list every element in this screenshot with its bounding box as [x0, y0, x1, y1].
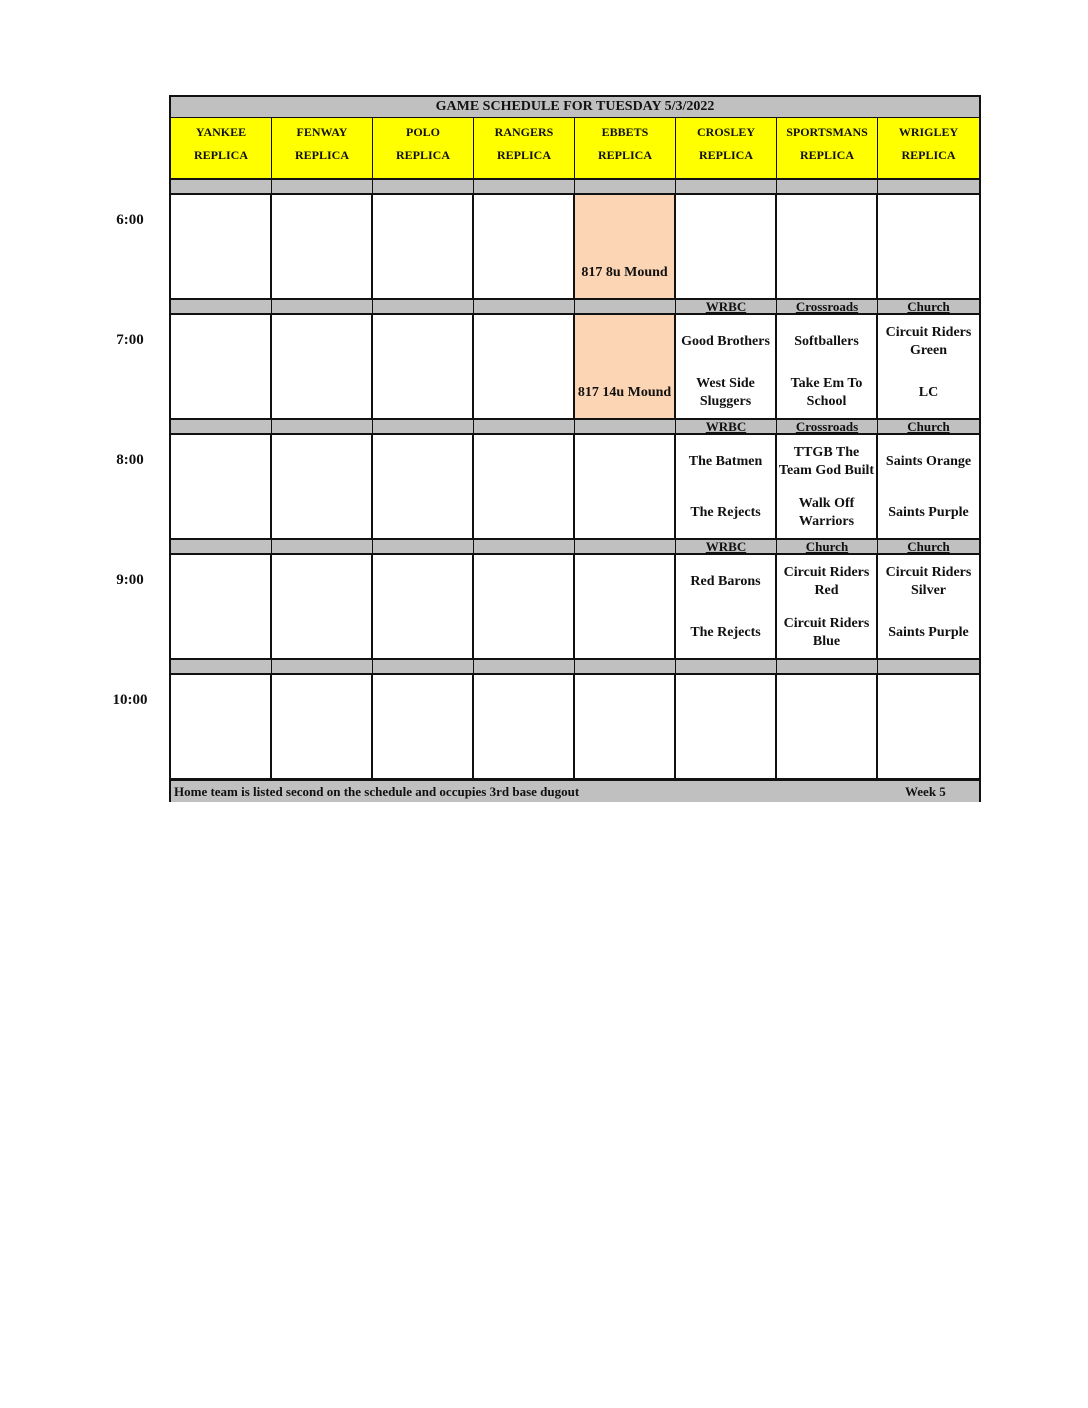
- team-bottom: The Rejects: [690, 625, 761, 640]
- league-separator: [676, 180, 777, 195]
- field-header-wrigley: [878, 118, 979, 180]
- time-label: 6:00: [116, 212, 144, 228]
- league-separator: [777, 180, 878, 195]
- league-label: Church: [805, 539, 849, 554]
- time-label: 8:00: [116, 452, 144, 468]
- team-bottom: Take Em To School: [790, 376, 863, 409]
- game-cell: [171, 675, 272, 780]
- league-separator: [171, 180, 272, 195]
- field-type: REPLICA: [193, 148, 248, 162]
- league-label: Crossroads: [795, 419, 859, 434]
- field-type: REPLICA: [395, 148, 450, 162]
- league-separator: [272, 540, 373, 555]
- game-cell: [777, 675, 878, 780]
- game-cell: [575, 315, 676, 420]
- league-separator: [777, 420, 878, 435]
- team-top: Softballers: [794, 334, 859, 349]
- field-name: YANKEE: [195, 125, 247, 139]
- field-type: REPLICA: [901, 148, 956, 162]
- league-separator: [575, 660, 676, 675]
- game-cell: [575, 675, 676, 780]
- game-cell: [474, 435, 575, 540]
- league-separator: [676, 540, 777, 555]
- team-bottom: West Side Sluggers: [696, 376, 755, 409]
- league-separator: [171, 540, 272, 555]
- game-cell: [878, 555, 979, 660]
- field-name: WRIGLEY: [898, 125, 959, 139]
- team-top: Red Barons: [690, 574, 761, 589]
- league-separator: [575, 300, 676, 315]
- league-separator: [272, 660, 373, 675]
- time-label: 10:00: [112, 692, 148, 708]
- time-label: 9:00: [116, 572, 144, 588]
- game-cell: [676, 315, 777, 420]
- game-cell: [777, 555, 878, 660]
- league-separator: [676, 300, 777, 315]
- mound-reservation: 817 8u Mound: [581, 265, 668, 280]
- league-separator: [373, 540, 474, 555]
- league-separator: [373, 300, 474, 315]
- game-cell: [171, 435, 272, 540]
- team-bottom: Saints Purple: [888, 625, 969, 640]
- team-bottom: Circuit Riders Blue: [783, 616, 870, 649]
- game-cell: [171, 195, 272, 300]
- game-cell: [474, 315, 575, 420]
- game-cell: [171, 315, 272, 420]
- league-separator: [474, 300, 575, 315]
- game-cell: [676, 195, 777, 300]
- schedule-title: GAME SCHEDULE FOR TUESDAY 5/3/2022: [171, 97, 979, 118]
- field-header-rangers: [474, 118, 575, 180]
- field-name: POLO: [405, 125, 440, 139]
- league-separator: [373, 420, 474, 435]
- game-cell: [575, 435, 676, 540]
- league-separator: [777, 540, 878, 555]
- field-header-ebbets: [575, 118, 676, 180]
- league-separator: [474, 660, 575, 675]
- field-type: REPLICA: [698, 148, 753, 162]
- field-name: RANGERS: [494, 125, 554, 139]
- league-label: Church: [907, 419, 950, 434]
- league-label: Church: [907, 539, 950, 554]
- league-separator: [272, 180, 373, 195]
- game-cell: [878, 675, 979, 780]
- time-label: 7:00: [116, 332, 144, 348]
- field-type: REPLICA: [294, 148, 349, 162]
- field-name: EBBETS: [601, 125, 649, 139]
- league-separator: [777, 300, 878, 315]
- league-separator: [272, 300, 373, 315]
- league-separator: [777, 660, 878, 675]
- league-separator: [575, 420, 676, 435]
- field-name: CROSLEY: [696, 125, 755, 139]
- team-bottom: The Rejects: [690, 505, 761, 520]
- game-cell: [373, 435, 474, 540]
- field-type: REPLICA: [799, 148, 854, 162]
- field-header-fenway: [272, 118, 373, 180]
- game-cell: [171, 555, 272, 660]
- game-cell: [474, 675, 575, 780]
- team-top: TTGB The Team God Built: [778, 445, 875, 478]
- league-separator: [171, 420, 272, 435]
- game-cell: [878, 435, 979, 540]
- game-cell: [777, 195, 878, 300]
- footer-note: Home team is listed second on the schedule and occupies 3rd base dugout: [174, 784, 580, 799]
- league-separator: [878, 180, 979, 195]
- game-cell: [272, 195, 373, 300]
- field-type: REPLICA: [496, 148, 551, 162]
- league-separator: [373, 180, 474, 195]
- team-bottom: Saints Purple: [888, 505, 969, 520]
- game-cell: [777, 435, 878, 540]
- team-bottom: Walk Off Warriors: [798, 496, 855, 529]
- footer-bar: [171, 780, 979, 802]
- league-separator: [272, 420, 373, 435]
- league-label: WRBC: [705, 539, 747, 554]
- game-cell: [878, 195, 979, 300]
- game-cell: [575, 555, 676, 660]
- game-cell: [373, 675, 474, 780]
- game-cell: [575, 195, 676, 300]
- field-type: REPLICA: [597, 148, 652, 162]
- game-cell: [373, 195, 474, 300]
- field-name: FENWAY: [296, 125, 348, 139]
- league-separator: [878, 660, 979, 675]
- league-separator: [474, 180, 575, 195]
- field-header-sportsmans: [777, 118, 878, 180]
- league-separator: [474, 420, 575, 435]
- league-separator: [878, 420, 979, 435]
- field-name: SPORTSMANS: [786, 125, 868, 139]
- league-separator: [878, 540, 979, 555]
- team-top: The Batmen: [688, 454, 763, 469]
- game-cell: [272, 315, 373, 420]
- schedule-sheet: [169, 95, 981, 802]
- team-bottom: LC: [918, 385, 939, 400]
- league-separator: [676, 660, 777, 675]
- league-label: WRBC: [705, 419, 747, 434]
- game-cell: [777, 315, 878, 420]
- league-separator: [676, 420, 777, 435]
- league-separator: [575, 540, 676, 555]
- game-cell: [272, 435, 373, 540]
- league-separator: [373, 660, 474, 675]
- league-separator: [878, 300, 979, 315]
- league-separator: [575, 180, 676, 195]
- game-cell: [878, 315, 979, 420]
- team-top: Circuit Riders Green: [885, 325, 972, 358]
- league-separator: [171, 300, 272, 315]
- game-cell: [373, 315, 474, 420]
- team-top: Circuit Riders Silver: [885, 565, 972, 598]
- field-header-yankee: [171, 118, 272, 180]
- field-header-polo: [373, 118, 474, 180]
- league-label: Crossroads: [795, 299, 859, 314]
- field-header-crosley: [676, 118, 777, 180]
- week-label: Week 5: [905, 784, 946, 799]
- league-separator: [171, 660, 272, 675]
- game-cell: [676, 555, 777, 660]
- team-top: Saints Orange: [885, 454, 972, 469]
- game-cell: [676, 435, 777, 540]
- league-label: WRBC: [705, 299, 747, 314]
- game-cell: [272, 675, 373, 780]
- game-cell: [272, 555, 373, 660]
- game-cell: [676, 675, 777, 780]
- team-top: Good Brothers: [681, 334, 770, 349]
- team-top: Circuit Riders Red: [783, 565, 870, 598]
- game-cell: [474, 195, 575, 300]
- game-cell: [474, 555, 575, 660]
- mound-reservation: 817 14u Mound: [577, 385, 672, 400]
- league-separator: [474, 540, 575, 555]
- game-cell: [373, 555, 474, 660]
- league-label: Church: [907, 299, 950, 314]
